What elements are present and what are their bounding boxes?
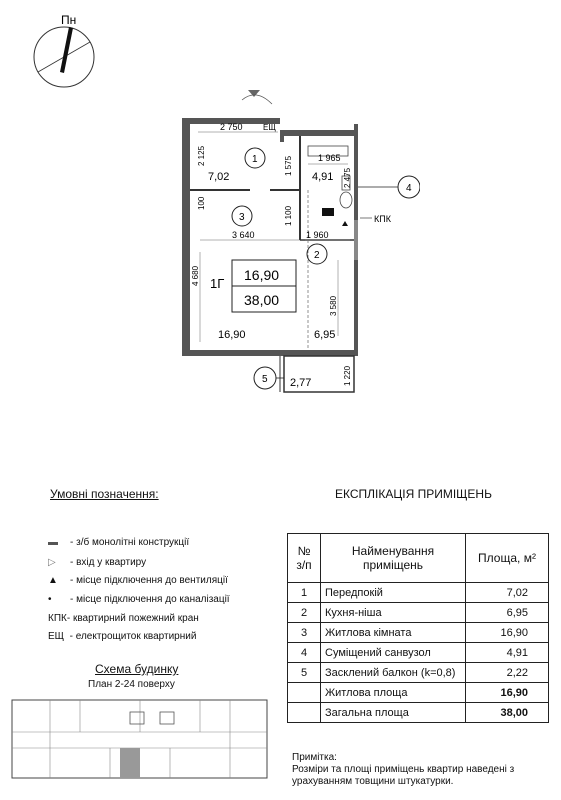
room-4-area: 4,91: [312, 171, 334, 183]
room-3-number: 3: [239, 212, 245, 223]
dim-1965: 1 965: [318, 153, 341, 163]
room-1-number: 1: [252, 154, 258, 165]
note-line-1: Розміри та площі приміщень квартир наведені з: [292, 764, 515, 775]
scheme-title: Схема будинку: [95, 662, 179, 676]
explication-table: [287, 533, 549, 723]
header-num: № з/п: [288, 534, 321, 583]
dim-4680: 4 680: [191, 265, 200, 286]
living-area-bottom: 16,90: [218, 329, 246, 341]
living-area-row: Житлова площа 16,90: [288, 683, 549, 703]
explication-title: ЕКСПЛІКАЦІЯ ПРИМІЩЕНЬ: [335, 487, 492, 501]
legend-item-esch: ЕЩ - електрощиток квартирний: [48, 631, 197, 642]
kpk-label: КПК: [374, 214, 391, 224]
ventilation-icon: [342, 221, 348, 226]
room-1-area: 7,02: [208, 171, 230, 183]
table-row: 5 Засклений балкон (k=0,8) 2,22: [288, 663, 549, 683]
legend-item-concrete: ▬ - з/б монолітні конструкції: [48, 537, 190, 548]
room-2-number: 2: [314, 250, 320, 261]
legend-item-sewage: • - місце підключення до каналізації: [48, 594, 230, 605]
dim-3640: 3 640: [232, 230, 255, 240]
room-5-area: 2,77: [290, 377, 312, 389]
table-row: 2 Кухня-ніша 6,95: [288, 603, 549, 623]
dim-1220: 1 220: [343, 365, 352, 386]
dim-2750: 2 750: [220, 122, 243, 132]
legend-title: Умовні позначення:: [50, 487, 159, 501]
kitchen-area-bottom: 6,95: [314, 329, 336, 341]
table-row: 1 Передпокій 7,02: [288, 583, 549, 603]
legend-item-kpk: КПК - квартирний пожежний кран: [48, 613, 199, 624]
room-5-number: 5: [262, 374, 268, 385]
north-arrow-icon: [60, 27, 73, 73]
compass: [18, 10, 108, 90]
total-area-row: Загальна площа 38,00: [288, 703, 549, 723]
apartment-living-area: 16,90: [244, 267, 280, 283]
dim-2475: 2 475: [343, 167, 352, 188]
dim-2125: 2 125: [197, 145, 206, 166]
apartment-type: 1Г: [210, 276, 225, 291]
table-row: 4 Суміщений санвузол 4,91: [288, 643, 549, 663]
header-name: Найменування приміщень: [321, 534, 466, 583]
compass-north-label: Пн: [61, 13, 77, 27]
dim-1575: 1 575: [284, 155, 293, 176]
room-4-number: 4: [406, 183, 412, 194]
dim-1100: 1 100: [284, 205, 293, 226]
dim-100: 100: [197, 196, 206, 210]
note-line-2: урахуванням товщини штукатурки.: [292, 776, 454, 787]
scheme-subtitle: План 2-24 поверху: [88, 679, 175, 690]
floor-plan: [160, 80, 420, 405]
note-title: Примітка:: [292, 752, 337, 763]
dim-3580: 3 580: [329, 295, 338, 316]
legend-item-ventilation: ▲ - місце підключення до вентиляції: [48, 575, 228, 586]
electric-panel-label: ЕЩ: [263, 123, 276, 132]
apartment-total-area: 38,00: [244, 292, 280, 308]
header-area: Площа, м²: [466, 534, 549, 583]
building-scheme: [10, 692, 272, 788]
dim-1960: 1 960: [306, 230, 329, 240]
table-row: 3 Житлова кімната 16,90: [288, 623, 549, 643]
legend-item-entrance: ▷ - вхід у квартиру: [48, 557, 147, 568]
